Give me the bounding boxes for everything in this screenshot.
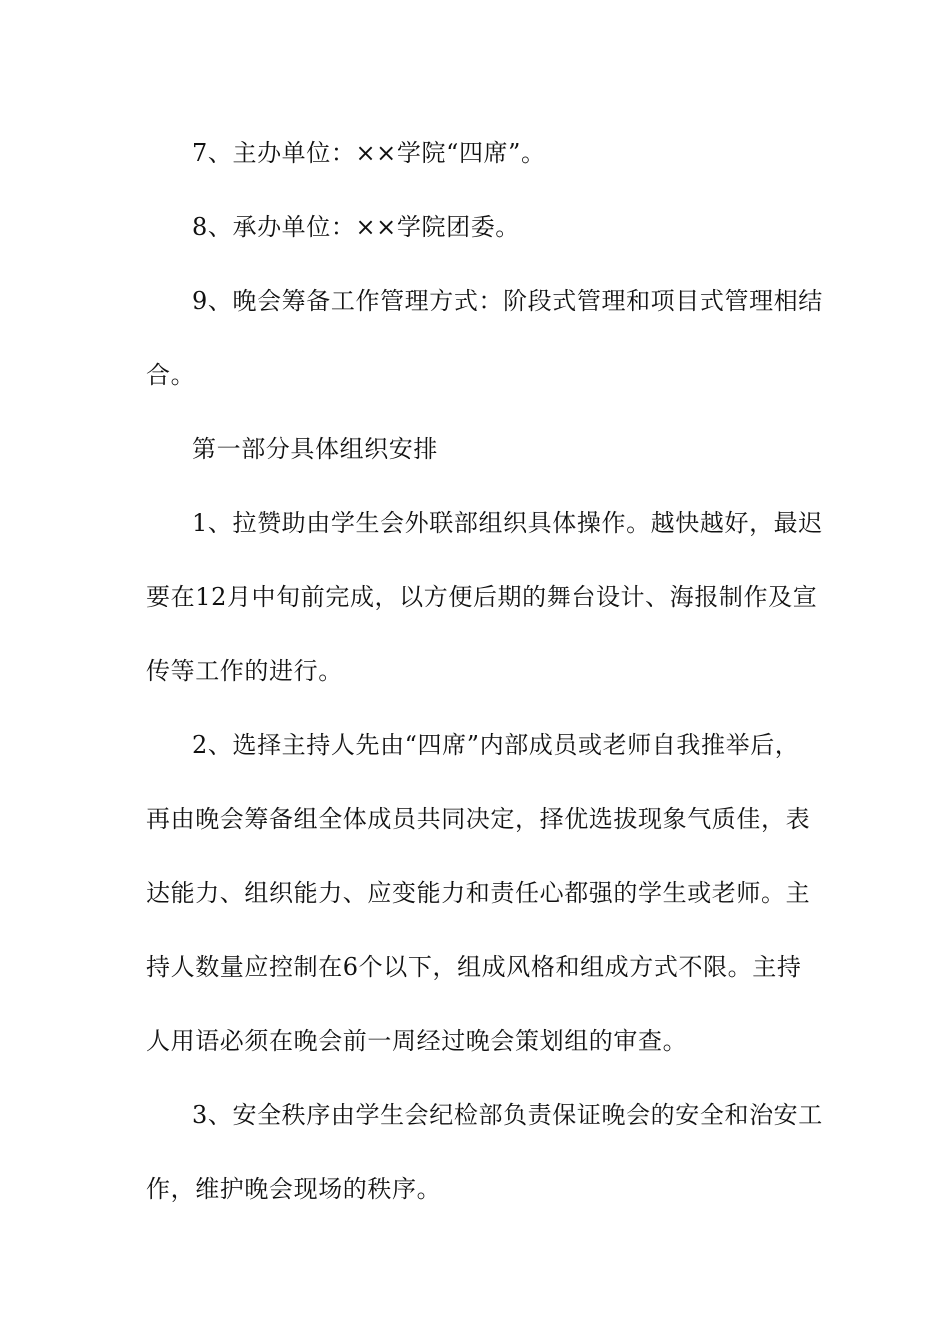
item-1-sponsorship-line-1: 1、拉赞助由学生会外联部组织具体操作。越快越好，最迟 <box>192 509 823 537</box>
item-2-host-line-1: 2、选择主持人先由“四席”内部成员或老师自我推举后， <box>192 731 800 759</box>
item-1-sponsorship-line-3: 传等工作的进行。 <box>146 657 343 685</box>
item-3-security-line-2: 作，维护晚会现场的秩序。 <box>146 1175 442 1203</box>
item-2-host-line-3: 达能力、组织能力、应变能力和责任心都强的学生或老师。主 <box>146 879 811 907</box>
item-2-host-line-5: 人用语必须在晚会前一周经过晚会策划组的审查。 <box>146 1027 688 1055</box>
item-2-host-line-2: 再由晚会筹备组全体成员共同决定，择优选拔现象气质佳，表 <box>146 805 811 833</box>
item-9-management-line-2: 合。 <box>146 361 196 389</box>
item-7-organizer: 7、主办单位：××学院“四席”。 <box>192 139 546 167</box>
item-1-sponsorship-line-2: 要在12月中旬前完成，以方便后期的舞台设计、海报制作及宣 <box>146 583 818 611</box>
item-9-management-line-1: 9、晚会筹备工作管理方式：阶段式管理和项目式管理相结 <box>192 287 823 315</box>
item-8-undertaker: 8、承办单位：××学院团委。 <box>192 213 520 241</box>
item-3-security-line-1: 3、安全秩序由学生会纪检部负责保证晚会的安全和治安工 <box>192 1101 823 1129</box>
item-2-host-line-4: 持人数量应控制在6个以下，组成风格和组成方式不限。主持 <box>146 953 802 981</box>
section-heading: 第一部分具体组织安排 <box>192 435 438 463</box>
